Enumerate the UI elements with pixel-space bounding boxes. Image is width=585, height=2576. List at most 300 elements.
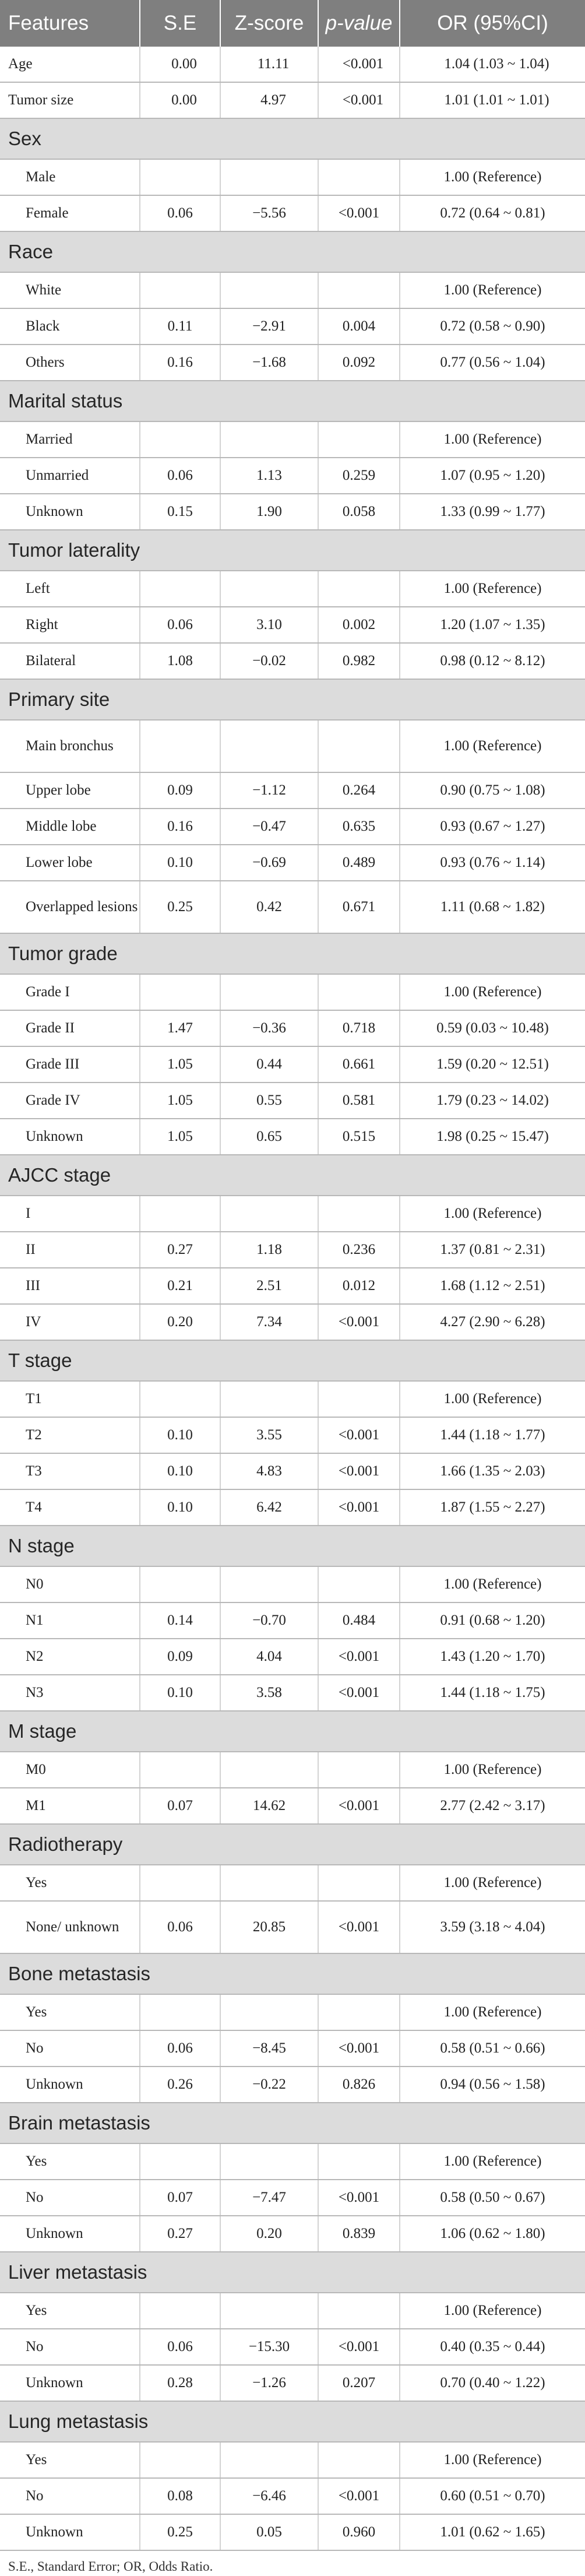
cell-z-score: [220, 2143, 318, 2180]
cell-se: 0.28: [140, 2365, 220, 2401]
cell-z-score: −5.56: [220, 195, 318, 231]
cell-se: [140, 1994, 220, 2030]
cell-z-score: −0.36: [220, 1010, 318, 1046]
cell-z-score: [220, 1994, 318, 2030]
cell-p-value: [318, 421, 400, 458]
cell-feature: Unknown: [0, 494, 140, 530]
section-title: Radiotherapy: [0, 1824, 585, 1865]
cell-p-value: 0.002: [318, 607, 400, 643]
cell-or: 0.58 (0.50 ~ 0.67): [400, 2180, 585, 2216]
section-title: N stage: [0, 1526, 585, 1566]
section-row: [0, 1824, 585, 1865]
cell-or: 1.00 (Reference): [400, 1865, 585, 1901]
cell-feature: Unknown: [0, 2216, 140, 2252]
cell-feature: None/ unknown: [0, 1901, 140, 1953]
cell-feature: Tumor size: [0, 82, 140, 118]
cell-or: 1.98 (0.25 ~ 15.47): [400, 1119, 585, 1155]
table-footnote: S.E., Standard Error; OR, Odds Ratio.: [8, 2559, 213, 2574]
cell-feature: Black: [0, 308, 140, 345]
cell-se: [140, 1752, 220, 1788]
cell-se: [140, 1865, 220, 1901]
cell-z-score: 1.90: [220, 494, 318, 530]
header-row: [0, 0, 585, 47]
table-row: [0, 272, 585, 308]
cell-feature: No: [0, 2329, 140, 2365]
cell-feature: Unknown: [0, 1119, 140, 1155]
cell-z-score: −8.45: [220, 2030, 318, 2067]
cell-or: 4.27 (2.90 ~ 6.28): [400, 1304, 585, 1340]
cell-se: 0.00: [140, 47, 220, 82]
section-row: [0, 1340, 585, 1381]
cell-p-value: 0.012: [318, 1268, 400, 1304]
cell-feature: Grade II: [0, 1010, 140, 1046]
cell-z-score: [220, 974, 318, 1010]
cell-or: 1.00 (Reference): [400, 1752, 585, 1788]
cell-z-score: [220, 159, 318, 195]
table-row: [0, 1417, 585, 1453]
table-row: [0, 308, 585, 345]
cell-or: 0.72 (0.58 ~ 0.90): [400, 308, 585, 345]
cell-se: 0.07: [140, 2180, 220, 2216]
table-row: [0, 2216, 585, 2252]
cell-p-value: <0.001: [318, 2180, 400, 2216]
table-row: [0, 571, 585, 607]
cell-feature: II: [0, 1232, 140, 1268]
cell-or: 1.00 (Reference): [400, 2293, 585, 2329]
cell-z-score: 4.04: [220, 1639, 318, 1675]
cell-feature: No: [0, 2030, 140, 2067]
cell-or: 1.00 (Reference): [400, 159, 585, 195]
cell-z-score: 0.55: [220, 1083, 318, 1119]
cell-or: 1.87 (1.55 ~ 2.27): [400, 1489, 585, 1526]
table-row: [0, 1010, 585, 1046]
cell-feature: Yes: [0, 2143, 140, 2180]
cell-or: 1.04 (1.03 ~ 1.04): [400, 47, 585, 82]
cell-se: 0.00: [140, 82, 220, 118]
cell-se: 0.10: [140, 1453, 220, 1489]
cell-z-score: 0.42: [220, 881, 318, 933]
cell-z-score: 11.11: [220, 47, 318, 82]
cell-or: 1.33 (0.99 ~ 1.77): [400, 494, 585, 530]
cell-se: 0.06: [140, 1901, 220, 1953]
table-row: [0, 1046, 585, 1083]
section-row: [0, 2401, 585, 2442]
table-row: [0, 1453, 585, 1489]
cell-feature: Right: [0, 607, 140, 643]
section-title: Liver metastasis: [0, 2252, 585, 2293]
table-row: [0, 1788, 585, 1824]
cell-p-value: 0.661: [318, 1046, 400, 1083]
table-row: [0, 1566, 585, 1602]
cell-p-value: <0.001: [318, 1675, 400, 1711]
cell-z-score: 3.55: [220, 1417, 318, 1453]
cell-or: 0.93 (0.67 ~ 1.27): [400, 809, 585, 845]
cell-se: 0.07: [140, 1788, 220, 1824]
cell-se: [140, 1566, 220, 1602]
cell-se: 0.11: [140, 308, 220, 345]
table-row: [0, 2293, 585, 2329]
cell-feature: Female: [0, 195, 140, 231]
cell-p-value: 0.960: [318, 2514, 400, 2550]
table-row: [0, 1865, 585, 1901]
cell-or: 1.00 (Reference): [400, 974, 585, 1010]
cell-feature: Yes: [0, 1994, 140, 2030]
cell-or: 1.01 (0.62 ~ 1.65): [400, 2514, 585, 2550]
cell-feature: Others: [0, 345, 140, 381]
cell-p-value: 0.484: [318, 1602, 400, 1639]
cell-or: 1.00 (Reference): [400, 272, 585, 308]
cell-p-value: 0.264: [318, 772, 400, 809]
cell-or: 0.70 (0.40 ~ 1.22): [400, 2365, 585, 2401]
cell-feature: IV: [0, 1304, 140, 1340]
cell-or: 1.68 (1.12 ~ 2.51): [400, 1268, 585, 1304]
cell-z-score: [220, 421, 318, 458]
table-header: [0, 0, 585, 47]
cell-se: 1.08: [140, 643, 220, 679]
cell-or: 0.72 (0.64 ~ 0.81): [400, 195, 585, 231]
cell-z-score: 2.51: [220, 1268, 318, 1304]
cell-z-score: 6.42: [220, 1489, 318, 1526]
cell-p-value: [318, 2293, 400, 2329]
cell-se: [140, 159, 220, 195]
cell-feature: N3: [0, 1675, 140, 1711]
cell-feature: T3: [0, 1453, 140, 1489]
table-row: [0, 2478, 585, 2514]
cell-feature: Main bronchus: [0, 720, 140, 772]
section-row: [0, 231, 585, 272]
cell-or: 1.44 (1.18 ~ 1.77): [400, 1417, 585, 1453]
cell-feature: T2: [0, 1417, 140, 1453]
cell-or: 1.00 (Reference): [400, 571, 585, 607]
cell-se: [140, 2293, 220, 2329]
cell-se: 1.05: [140, 1119, 220, 1155]
cell-se: [140, 974, 220, 1010]
table-row: [0, 974, 585, 1010]
table-row: [0, 2365, 585, 2401]
cell-se: 0.20: [140, 1304, 220, 1340]
cell-z-score: [220, 1865, 318, 1901]
cell-se: 0.09: [140, 772, 220, 809]
cell-z-score: 0.44: [220, 1046, 318, 1083]
cell-z-score: 20.85: [220, 1901, 318, 1953]
cell-feature: Upper lobe: [0, 772, 140, 809]
cell-z-score: 0.05: [220, 2514, 318, 2550]
cell-feature: N2: [0, 1639, 140, 1675]
cell-p-value: [318, 1752, 400, 1788]
cell-se: 1.05: [140, 1046, 220, 1083]
cell-feature: No: [0, 2180, 140, 2216]
cell-z-score: [220, 1566, 318, 1602]
cell-z-score: 4.97: [220, 82, 318, 118]
cell-p-value: 0.581: [318, 1083, 400, 1119]
cell-p-value: [318, 974, 400, 1010]
cell-p-value: 0.259: [318, 458, 400, 494]
section-row: [0, 2252, 585, 2293]
cell-or: 1.00 (Reference): [400, 720, 585, 772]
cell-or: 1.44 (1.18 ~ 1.75): [400, 1675, 585, 1711]
cell-se: 0.10: [140, 1489, 220, 1526]
cell-or: 1.37 (0.81 ~ 2.31): [400, 1232, 585, 1268]
cell-z-score: −2.91: [220, 308, 318, 345]
cell-or: 0.90 (0.75 ~ 1.08): [400, 772, 585, 809]
cell-p-value: <0.001: [318, 47, 400, 82]
cell-se: [140, 2442, 220, 2478]
cell-p-value: 0.839: [318, 2216, 400, 2252]
cell-feature: Yes: [0, 1865, 140, 1901]
cell-or: 0.91 (0.68 ~ 1.20): [400, 1602, 585, 1639]
cell-p-value: <0.001: [318, 2329, 400, 2365]
cell-feature: III: [0, 1268, 140, 1304]
cell-or: 1.59 (0.20 ~ 12.51): [400, 1046, 585, 1083]
section-title: Brain metastasis: [0, 2103, 585, 2143]
cell-or: 1.00 (Reference): [400, 1196, 585, 1232]
cell-feature: Unknown: [0, 2067, 140, 2103]
table-row: [0, 845, 585, 881]
cell-z-score: 3.58: [220, 1675, 318, 1711]
cell-or: 0.58 (0.51 ~ 0.66): [400, 2030, 585, 2067]
table-row: [0, 494, 585, 530]
section-title: Race: [0, 231, 585, 272]
cell-p-value: [318, 159, 400, 195]
cell-se: 1.05: [140, 1083, 220, 1119]
cell-p-value: [318, 2442, 400, 2478]
cell-feature: N1: [0, 1602, 140, 1639]
cell-se: 0.06: [140, 2030, 220, 2067]
cell-or: 0.77 (0.56 ~ 1.04): [400, 345, 585, 381]
cell-z-score: 14.62: [220, 1788, 318, 1824]
table-row: [0, 345, 585, 381]
cell-p-value: 0.718: [318, 1010, 400, 1046]
cell-p-value: [318, 1865, 400, 1901]
table-row: [0, 2030, 585, 2067]
cell-z-score: −1.12: [220, 772, 318, 809]
cell-p-value: 0.982: [318, 643, 400, 679]
section-title: Bone metastasis: [0, 1953, 585, 1994]
cell-or: 0.93 (0.76 ~ 1.14): [400, 845, 585, 881]
cell-se: [140, 272, 220, 308]
cell-feature: T1: [0, 1381, 140, 1417]
cell-se: 0.27: [140, 1232, 220, 1268]
cell-z-score: −6.46: [220, 2478, 318, 2514]
cell-feature: Middle lobe: [0, 809, 140, 845]
cell-se: 0.25: [140, 881, 220, 933]
header-se: S.E: [140, 0, 220, 47]
section-row: [0, 1953, 585, 1994]
cell-p-value: <0.001: [318, 1639, 400, 1675]
cell-feature: Bilateral: [0, 643, 140, 679]
table-row: [0, 881, 585, 933]
section-title: AJCC stage: [0, 1155, 585, 1196]
table-row: [0, 421, 585, 458]
cell-z-score: −15.30: [220, 2329, 318, 2365]
table-row: [0, 1304, 585, 1340]
header-z-score: Z-score: [220, 0, 318, 47]
cell-se: 0.06: [140, 2329, 220, 2365]
table-row: [0, 1675, 585, 1711]
cell-or: 1.01 (1.01 ~ 1.01): [400, 82, 585, 118]
cell-se: 0.25: [140, 2514, 220, 2550]
cell-p-value: <0.001: [318, 1788, 400, 1824]
table-row: [0, 82, 585, 118]
cell-p-value: [318, 272, 400, 308]
cell-feature: Unknown: [0, 2365, 140, 2401]
header-or: OR (95%CI): [437, 12, 548, 34]
cell-z-score: −0.02: [220, 643, 318, 679]
cell-z-score: [220, 2442, 318, 2478]
cell-p-value: 0.004: [318, 308, 400, 345]
cell-p-value: 0.515: [318, 1119, 400, 1155]
table-row: [0, 2329, 585, 2365]
cell-feature: Grade I: [0, 974, 140, 1010]
cell-se: 0.16: [140, 809, 220, 845]
cell-feature: Grade IV: [0, 1083, 140, 1119]
cell-p-value: <0.001: [318, 1453, 400, 1489]
section-title: M stage: [0, 1711, 585, 1752]
cell-or: 0.94 (0.56 ~ 1.58): [400, 2067, 585, 2103]
cell-z-score: 1.18: [220, 1232, 318, 1268]
section-title: Primary site: [0, 679, 585, 720]
cell-or: 1.11 (0.68 ~ 1.82): [400, 881, 585, 933]
section-row: [0, 118, 585, 159]
cell-or: 0.98 (0.12 ~ 8.12): [400, 643, 585, 679]
section-title: Tumor laterality: [0, 530, 585, 571]
table-row: [0, 47, 585, 82]
cell-se: [140, 571, 220, 607]
cell-z-score: [220, 571, 318, 607]
cell-se: [140, 1196, 220, 1232]
section-row: [0, 933, 585, 974]
cell-feature: Age: [0, 47, 140, 82]
table-row: [0, 1381, 585, 1417]
table-row: [0, 2442, 585, 2478]
section-row: [0, 1526, 585, 1566]
cell-or: 1.79 (0.23 ~ 14.02): [400, 1083, 585, 1119]
section-row: [0, 530, 585, 571]
cell-or: 1.00 (Reference): [400, 1566, 585, 1602]
cell-feature: Male: [0, 159, 140, 195]
header-p-value-text: p-value: [325, 12, 393, 34]
table-row: [0, 607, 585, 643]
cell-se: [140, 720, 220, 772]
cell-feature: Overlapped lesions: [0, 881, 140, 933]
table-row: [0, 1232, 585, 1268]
cell-z-score: [220, 1381, 318, 1417]
cell-se: [140, 421, 220, 458]
cell-feature: Married: [0, 421, 140, 458]
cell-p-value: 0.671: [318, 881, 400, 933]
cell-or: 1.00 (Reference): [400, 421, 585, 458]
cell-feature: White: [0, 272, 140, 308]
table-row: [0, 643, 585, 679]
cell-z-score: −0.69: [220, 845, 318, 881]
cell-p-value: <0.001: [318, 1489, 400, 1526]
cell-z-score: [220, 2293, 318, 2329]
section-row: [0, 1711, 585, 1752]
table-row: [0, 159, 585, 195]
cell-se: 0.10: [140, 1675, 220, 1711]
section-row: [0, 381, 585, 421]
section-row: [0, 679, 585, 720]
cell-or: 1.00 (Reference): [400, 2442, 585, 2478]
table-row: [0, 1268, 585, 1304]
cell-p-value: <0.001: [318, 2030, 400, 2067]
cell-feature: Left: [0, 571, 140, 607]
cell-or: 1.00 (Reference): [400, 1994, 585, 2030]
cell-se: 0.06: [140, 458, 220, 494]
cell-se: [140, 2143, 220, 2180]
table-row: [0, 1602, 585, 1639]
cell-z-score: 1.13: [220, 458, 318, 494]
cell-feature: M0: [0, 1752, 140, 1788]
cell-z-score: 0.65: [220, 1119, 318, 1155]
cell-or: 0.40 (0.35 ~ 0.44): [400, 2329, 585, 2365]
header-features: Features: [0, 0, 140, 47]
cell-p-value: 0.236: [318, 1232, 400, 1268]
cell-se: 0.16: [140, 345, 220, 381]
cell-z-score: [220, 272, 318, 308]
cell-or: 2.77 (2.42 ~ 3.17): [400, 1788, 585, 1824]
table-row: [0, 2143, 585, 2180]
cell-p-value: <0.001: [318, 1901, 400, 1953]
cell-feature: Grade III: [0, 1046, 140, 1083]
cell-p-value: 0.092: [318, 345, 400, 381]
table-row: [0, 1639, 585, 1675]
cell-p-value: 0.826: [318, 2067, 400, 2103]
table-row: [0, 1196, 585, 1232]
cell-p-value: 0.489: [318, 845, 400, 881]
cell-se: [140, 1381, 220, 1417]
cell-z-score: −1.68: [220, 345, 318, 381]
cell-se: 0.27: [140, 2216, 220, 2252]
cell-se: 0.06: [140, 195, 220, 231]
cell-or: 1.20 (1.07 ~ 1.35): [400, 607, 585, 643]
cell-or: 1.43 (1.20 ~ 1.70): [400, 1639, 585, 1675]
cell-p-value: [318, 2143, 400, 2180]
cell-z-score: 3.10: [220, 607, 318, 643]
cell-p-value: [318, 1566, 400, 1602]
cell-p-value: <0.001: [318, 2478, 400, 2514]
cell-feature: N0: [0, 1566, 140, 1602]
table-row: [0, 809, 585, 845]
cell-se: 0.06: [140, 607, 220, 643]
cell-or: 0.60 (0.51 ~ 0.70): [400, 2478, 585, 2514]
header-p-value: [318, 0, 400, 47]
cell-or: 1.00 (Reference): [400, 2143, 585, 2180]
section-row: [0, 1155, 585, 1196]
cell-feature: T4: [0, 1489, 140, 1526]
cell-p-value: <0.001: [318, 82, 400, 118]
section-title: Lung metastasis: [0, 2401, 585, 2442]
cell-se: 0.10: [140, 1417, 220, 1453]
table-row: [0, 720, 585, 772]
cell-or: 0.59 (0.03 ~ 10.48): [400, 1010, 585, 1046]
cell-z-score: −0.47: [220, 809, 318, 845]
cell-p-value: 0.058: [318, 494, 400, 530]
cell-z-score: 4.83: [220, 1453, 318, 1489]
cell-feature: M1: [0, 1788, 140, 1824]
cell-se: 1.47: [140, 1010, 220, 1046]
cell-se: 0.21: [140, 1268, 220, 1304]
table-row: [0, 2514, 585, 2550]
cell-p-value: [318, 720, 400, 772]
cell-z-score: [220, 720, 318, 772]
section-row: [0, 2103, 585, 2143]
cell-or: 1.66 (1.35 ~ 2.03): [400, 1453, 585, 1489]
table-row: [0, 458, 585, 494]
cell-feature: I: [0, 1196, 140, 1232]
section-title: Tumor grade: [0, 933, 585, 974]
cell-p-value: [318, 1381, 400, 1417]
